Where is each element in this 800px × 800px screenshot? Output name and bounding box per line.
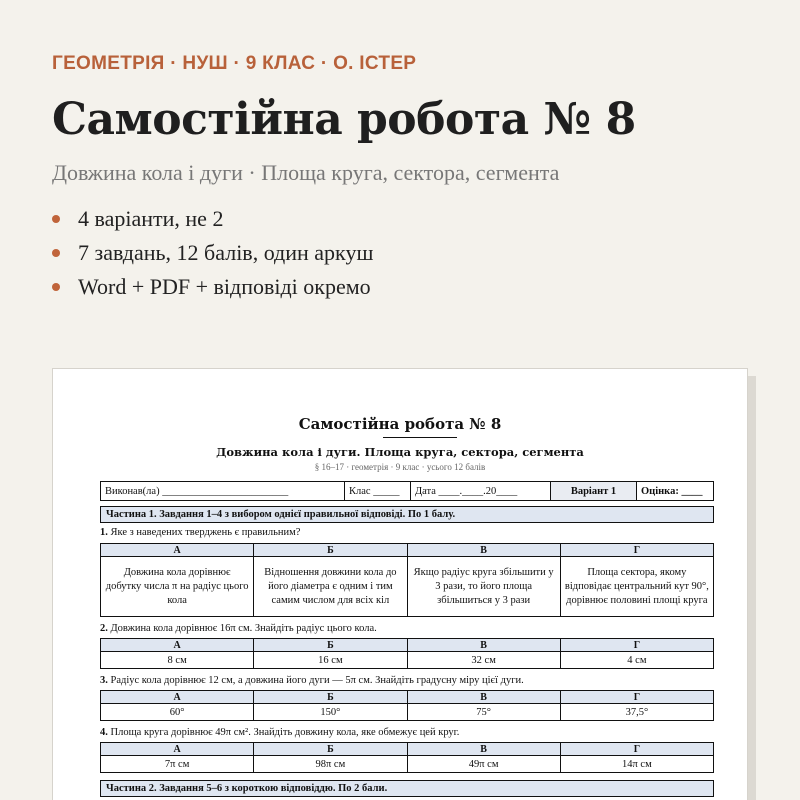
answer-option: Довжина кола дорівнює добутку числа π на радіус цього кола (101, 557, 254, 617)
option-letter: Г (560, 639, 713, 652)
question-1: 1. Яке з наведених тверджень є правильним? (100, 527, 301, 538)
title-underline (383, 437, 457, 438)
option-letter: Б (254, 691, 407, 704)
variant-label: Варіант 1 (551, 482, 637, 500)
name-field: Виконав(ла) ________________________ (101, 482, 345, 500)
answer-option: 37,5° (560, 704, 713, 721)
bullet-icon (52, 215, 60, 223)
answer-table-4 (100, 742, 714, 773)
question-3: 3. Радіус кола дорівнює 12 см, а довжина його дуги — 5π см. Знайдіть градусну міру цієї дуги. (100, 675, 524, 686)
course-label: ГЕОМЕТРІЯ · НУШ · 9 КЛАС · О. ІСТЕР (52, 53, 417, 74)
answer-option: Відношення довжини кола до його діаметра є одним і тим самим числом для всіх кіл (254, 557, 407, 617)
answer-option: 7π см (101, 756, 254, 773)
answer-table-2 (100, 638, 714, 669)
answer-table-3 (100, 690, 714, 721)
part-2-header: Частина 2. Завдання 5–6 з короткою відповіддю. По 2 бали. (100, 780, 714, 797)
bullet-icon (52, 283, 60, 291)
answer-option: 98π см (254, 756, 407, 773)
feature-item: 7 завдань, 12 балів, один аркуш (52, 236, 373, 270)
answer-option: 32 см (407, 652, 560, 669)
doc-title: Самостійна робота № 8 (298, 415, 502, 433)
answer-option: 60° (101, 704, 254, 721)
question-2: 2. Довжина кола дорівнює 16π см. Знайдіть радіус цього кола. (100, 623, 377, 634)
option-letter: В (407, 691, 560, 704)
option-letter: В (407, 544, 560, 557)
option-letter: В (407, 639, 560, 652)
doc-meta: § 16–17 · геометрія · 9 клас · усього 12 балів (314, 462, 486, 472)
answer-option: 150° (254, 704, 407, 721)
class-field: Клас _____ (345, 482, 411, 500)
option-letter: А (101, 544, 254, 557)
option-letter: А (101, 743, 254, 756)
option-letter: Б (254, 743, 407, 756)
option-letter: А (101, 691, 254, 704)
option-letter: Г (560, 743, 713, 756)
feature-list (52, 202, 373, 304)
option-letter: Б (254, 639, 407, 652)
answer-option: 75° (407, 704, 560, 721)
student-info-row (100, 481, 714, 501)
answer-option: 4 см (560, 652, 713, 669)
part-1-header: Частина 1. Завдання 1–4 з вибором однієї правильної відповіді. По 1 балу. (100, 506, 714, 523)
answer-option: 8 см (101, 652, 254, 669)
worksheet-preview (52, 368, 748, 800)
date-field: Дата ____.____.20____ (411, 482, 551, 500)
answer-option: 49π см (407, 756, 560, 773)
doc-subtitle: Довжина кола і дуги. Площа круга, сектора, сегмента (216, 445, 584, 459)
answer-option: 16 см (254, 652, 407, 669)
option-letter: Б (254, 544, 407, 557)
grade-field: Оцінка: ____ (641, 485, 703, 497)
answer-option: Площа сектора, якому відповідає центральний кут 90°, дорівнює половині площі круга (560, 557, 713, 617)
option-letter: Г (560, 691, 713, 704)
feature-item: 4 варіанти, не 2 (52, 202, 373, 236)
option-letter: В (407, 743, 560, 756)
option-letter: Г (560, 544, 713, 557)
page-title: Самостійна робота № 8 (52, 94, 636, 145)
answer-table-1 (100, 543, 714, 617)
feature-item: Word + PDF + відповіді окремо (52, 270, 373, 304)
bullet-icon (52, 249, 60, 257)
option-letter: А (101, 639, 254, 652)
question-4: 4. Площа круга дорівнює 49π см². Знайдіть довжину кола, яке обмежує цей круг. (100, 727, 460, 738)
page-subtitle: Довжина кола і дуги · Площа круга, сектора, сегмента (52, 160, 560, 185)
answer-option: 14π см (560, 756, 713, 773)
answer-option: Якщо радіус круга збільшити у 3 рази, то його площа збільшиться у 3 рази (407, 557, 560, 617)
